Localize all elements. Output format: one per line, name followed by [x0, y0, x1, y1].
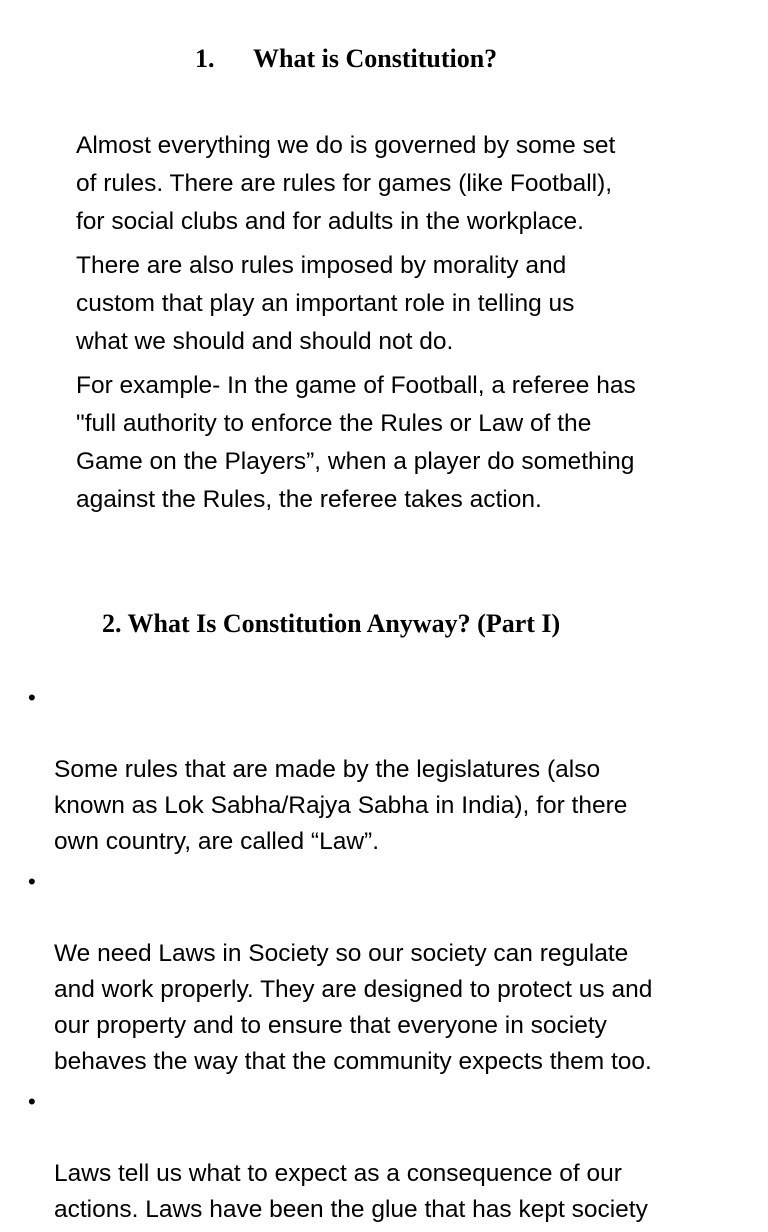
paragraph: Almost everything we do is governed by some set of rules. There are rules for games (like Football), for social clubs and for adults in the workplace. — [76, 132, 616, 235]
section-2-bullet-list — [28, 680, 768, 1232]
list-item — [28, 680, 768, 860]
list-item-text: We need Laws in Society so our society can regulate and work properly. They are designed to protect us and our property and to ensure that everyone in society behaves the way that the community expects them too. — [54, 940, 653, 1075]
paragraph: For example- In the game of Football, a referee has "full authority to enforce the Rules or Law of the Game on the Players”, when a player do something against the Rules, the referee takes action. — [76, 372, 636, 513]
section-2-title: 2. What Is Constitution Anyway? (Part I) — [102, 609, 561, 638]
paragraph: There are also rules imposed by morality and custom that play an important role in telling us what we should and should not do. — [76, 252, 575, 355]
list-item — [28, 1084, 768, 1228]
list-item — [28, 864, 768, 1080]
bullet-icon: • — [28, 1089, 36, 1114]
section-1-heading — [195, 44, 497, 74]
section-1-body — [76, 127, 756, 525]
list-item-text: Laws tell us what to expect as a consequence of our actions. Laws have been the glue that has kept society — [54, 1160, 648, 1223]
slide-constitution-anyway — [0, 590, 768, 1223]
section-1-title: What is Constitution? — [253, 44, 498, 73]
bullet-icon: • — [28, 685, 36, 710]
slide-what-is-constitution — [0, 0, 768, 560]
bullet-icon: • — [28, 869, 36, 894]
section-1-number: 1. — [195, 44, 215, 73]
list-item-text: Some rules that are made by the legislatures (also known as Lok Sabha/Rajya Sabha in India), for there own country, are called “Law”. — [54, 756, 628, 855]
